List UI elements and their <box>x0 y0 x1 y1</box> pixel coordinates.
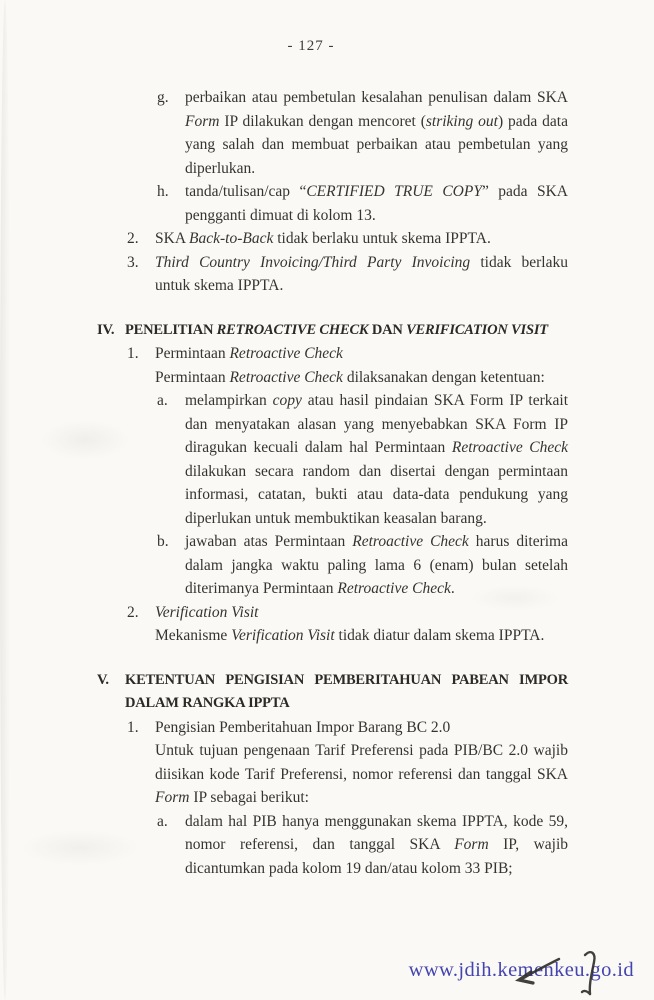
paragraph <box>185 810 568 881</box>
text-segment: dilakukan secara random dan disertai dengan permintaan informasi, catatan, bukti atau data-data pendukung yang diperlukan untuk membuktikan keasalan barang. <box>185 462 568 527</box>
paragraph <box>155 251 568 298</box>
paragraph <box>185 530 568 601</box>
italic-text-segment: Verification Visit <box>231 627 335 644</box>
item-text <box>185 530 568 601</box>
italic-text-segment: Form <box>185 112 220 130</box>
item-marker: b. <box>157 533 169 550</box>
item-marker: h. <box>157 183 169 200</box>
text-segment: DAN <box>368 321 407 338</box>
italic-text-segment: Back-to-Back <box>189 230 274 247</box>
paragraph <box>125 319 568 343</box>
item-marker: IV. <box>97 321 115 338</box>
italic-text-segment: striking out <box>425 112 498 130</box>
list-item-2-2 <box>127 227 568 251</box>
italic-text-segment: copy <box>272 392 302 409</box>
page-number: - 127 - <box>287 38 335 54</box>
list-item-1-5 <box>127 342 568 389</box>
section-heading-iv <box>97 319 568 343</box>
text-segment: . <box>450 580 455 597</box>
item-marker: a. <box>157 812 168 830</box>
text-segment: jawaban atas Permintaan <box>185 533 353 550</box>
list-item-3-3 <box>127 251 568 298</box>
list-item-a-6 <box>157 389 568 530</box>
italic-text-segment: RETROACTIVE CHECK <box>216 321 369 338</box>
item-text <box>125 319 568 343</box>
item-text <box>155 716 568 810</box>
item-text <box>155 601 568 648</box>
italic-text-segment: Retroactive Check <box>229 345 343 362</box>
item-text <box>155 342 568 389</box>
paragraph <box>125 692 568 716</box>
list-item-b-7 <box>157 530 568 601</box>
text-segment: ” pada SKA pengganti dimuat di kolom 13. <box>185 183 568 224</box>
text-segment: dalam hal PIB hanya menggunakan skema IPPTA, kode 59, nomor referensi, dan tanggal SKA <box>185 812 568 853</box>
italic-text-segment: Retroactive Check <box>229 368 343 386</box>
paragraph <box>155 227 568 251</box>
italic-text-segment: VERIFICATION VISIT <box>406 321 548 338</box>
item-text <box>185 389 568 530</box>
text-segment: Untuk tujuan pengenaan Tarif Preferensi pada PIB/BC 2.0 wajib diisikan kode Tarif Preferensi, nomor referensi dan tanggal SKA <box>155 742 568 783</box>
item-marker: 3. <box>127 253 139 271</box>
text-segment: Mekanisme <box>155 627 232 644</box>
italic-text-segment: Verification Visit <box>155 603 259 621</box>
text-segment: SKA <box>155 230 190 247</box>
document-body <box>97 86 568 880</box>
text-segment: tidak diatur dalam skema IPPTA. <box>334 627 545 644</box>
text-segment: tanda/tulisan/cap “ <box>185 183 307 200</box>
paragraph <box>155 342 568 366</box>
italic-text-segment: Third Country Invoicing/Third Party Invoicing <box>155 253 471 271</box>
item-text <box>155 227 568 251</box>
list-item-g-0 <box>157 86 568 180</box>
item-marker: V. <box>97 671 109 688</box>
section-heading-v <box>97 669 568 716</box>
text-segment: DALAM RANGKA IPPTA <box>125 695 290 711</box>
list-item-2-8 <box>127 601 568 648</box>
italic-text-segment: Retroactive Check <box>337 580 451 597</box>
paragraph <box>155 601 568 625</box>
item-text <box>125 669 568 716</box>
text-segment: atau hasil pindaian SKA Form IP terkait dan menyatakan alasan yang menyebabkan SKA Form IP diragukan kecuali dalam hal Permintaan <box>185 392 569 456</box>
paragraph <box>185 86 568 180</box>
text-segment: IP, wajib dicantumkan pada kolom 19 dan/atau kolom 33 PIB; <box>185 836 569 877</box>
italic-text-segment: Retroactive Check <box>451 439 568 456</box>
paragraph <box>155 739 568 810</box>
item-text <box>185 86 568 180</box>
text-segment: KETENTUAN PENGISIAN PEMBERITAHUAN PABEAN IMPOR <box>125 671 568 688</box>
item-text <box>185 180 568 227</box>
list-item-h-1 <box>157 180 568 227</box>
italic-text-segment: Retroactive Check <box>352 533 469 550</box>
watermark-url: www.jdih.kemenkeu.go.id <box>408 959 634 981</box>
italic-text-segment: CERTIFIED TRUE COPY <box>306 183 482 200</box>
paragraph <box>155 366 568 390</box>
text-segment: dilaksanakan dengan ketentuan: <box>342 368 545 386</box>
text-segment: harus diterima dalam jangka waktu paling lama 6 (enam) bulan setelah diterimanya Permintaan <box>185 533 568 597</box>
text-segment: Pengisian Pemberitahuan Impor Barang BC 2.0 <box>155 718 451 736</box>
text-segment: Permintaan <box>155 368 230 386</box>
item-marker: 2. <box>127 603 139 621</box>
list-item-a-11 <box>157 810 568 881</box>
paragraph <box>185 389 568 530</box>
italic-text-segment: Form <box>155 789 190 806</box>
text-segment: melampirkan <box>185 392 273 409</box>
text-segment: IP dilakukan dengan mencoret ( <box>219 112 426 130</box>
item-marker: 1. <box>127 718 139 736</box>
list-item-1-10 <box>127 716 568 810</box>
item-marker: 1. <box>127 345 139 362</box>
pen-hook-tail <box>582 991 590 994</box>
item-marker: g. <box>157 89 169 106</box>
text-segment: tidak berlaku untuk skema IPPTA. <box>155 253 568 294</box>
paragraph <box>155 716 568 740</box>
text-segment: perbaikan atau pembetulan kesalahan penulisan dalam SKA <box>185 89 568 106</box>
paragraph <box>155 624 568 648</box>
scan-edge-shadow <box>0 0 10 1000</box>
text-segment: Permintaan <box>155 345 230 362</box>
paragraph <box>125 669 568 693</box>
text-segment: IP sebagai berikut: <box>189 789 309 806</box>
item-marker: a. <box>157 392 168 409</box>
italic-text-segment: Form <box>454 836 489 853</box>
item-text <box>185 810 568 881</box>
text-segment: PENELITIAN <box>125 321 217 338</box>
paragraph <box>185 180 568 227</box>
text-segment: tidak berlaku untuk skema IPPTA. <box>273 230 491 247</box>
text-segment: ) pada data yang salah dan membuat perbaikan atau pembetulan yang diperlukan. <box>185 112 568 177</box>
item-marker: 2. <box>127 230 139 247</box>
item-text <box>155 251 568 298</box>
